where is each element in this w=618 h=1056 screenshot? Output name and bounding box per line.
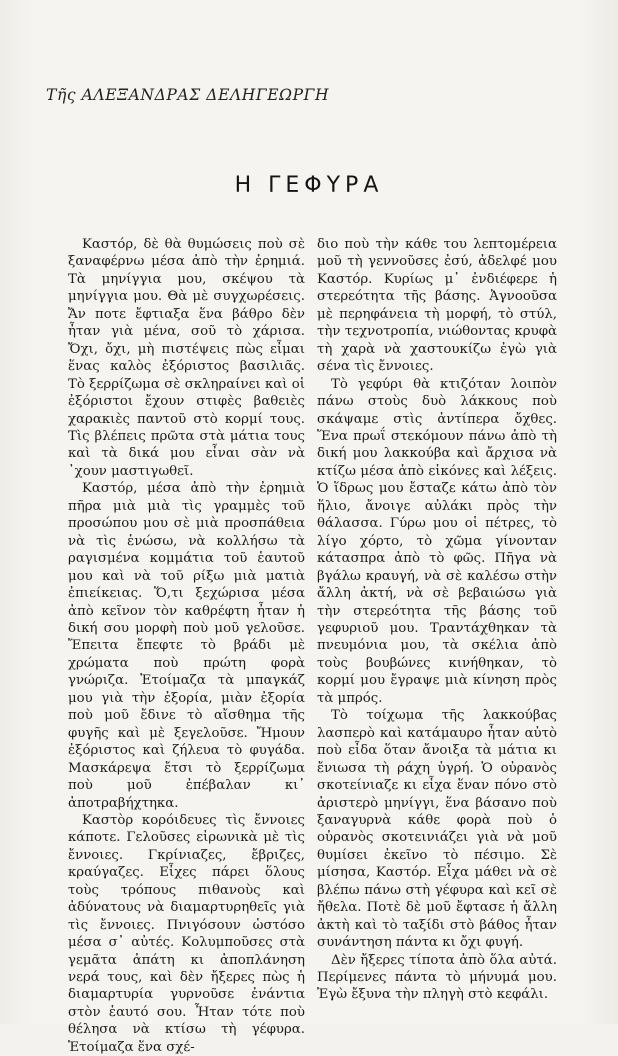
paragraph: Τὸ τοίχωμα τῆς λακκούβας λασπερὸ καὶ κατάμαυρο ἦταν αὐτὸ ποὺ εἶδα ὅταν ἄνοιξα τὰ μάτια κι ἔνιωσα τὴ ράχη ὑγρή. Ὁ οὐρανὸς σκοτείνιαζε κι εἶχα ἕναν πόνο στὸ ἀριστερὸ μηνίγγι, ἕνα βάσανο ποὺ ξαναγυρνὰ κάθε φορὰ ποὺ ὁ οὐρανὸς σκοτεινιάζει γιὰ νὰ μοῦ θυμίσει ἐκεῖνο τὸ πέσιμο. Σὲ μίσησα, Καστόρ. Εἶχα μάθει νὰ σὲ βλέπω πάνω στὴ γέφυρα καὶ κεῖ σὲ ἤθελα. Ποτὲ δὲ μοῦ ἔφτασε ἡ ἄλλη ἀκτὴ καὶ τὸ ταξίδι στὸ βάθος ἦταν συνάντηση πάντα κι ὄχι φυγή. [317, 708, 557, 951]
author-byline: Τῆς ΑΛΕΞΑΝΔΡΑΣ ΔΕΛΗΓΕΩΡΓΗ [46, 86, 330, 104]
paragraph: Τὸ γεφύρι θὰ κτιζόταν λοιπὸν πάνω στοὺς δυὸ λάκκους ποὺ σκάψαμε στὶς ἀντίπερα ὄχθες. Ἕνα πρωΐ στεκόμουν πάνω ἀπὸ τὴ δική μου λακκούβα καὶ ἄρχισα νὰ κτίζω μέσα ἀπὸ εἰκόνες καὶ λέξεις. Ὁ ἵδρως μου ἔσταζε κάτω ἀπὸ τὸν ἥλιο, ἄνοιγε αὐλάκι πρὸς τὴν θάλασσα. Γύρω μου οἱ πέτρες, τὸ λίγο χόρτο, τὸ χῶμα γίνονταν κάτασπρα ἀπὸ τὸ φῶς. Πῆγα νὰ βγάλω κραυγή, νὰ σὲ καλέσω στὴν ἄλλη ἀκτή, νὰ σὲ βεβαιώσω γιὰ τὴν στερεότητα τῆς βάσης τοῦ γεφυριοῦ μου. Τραντάχθηκαν τὰ πνευμόνια μου, τὰ σκέλια ἀπὸ τοὺς βουβώνες κινήθηκαν, τὸ κορμί μου ἔγραψε μιὰ κίνηση πρὸς τὰ μπρός. [317, 376, 557, 706]
paragraph: Καστὸρ κορόιδευες τὶς ἔννοιες κάποτε. Γελοῦσες εἰρωνικὰ μὲ τὶς ἔννοιες. Γκρίνιαζες, ἔβριζες, κραύγαζες. Εἶχες πάρει ὅλους τοὺς τρόπους πιθανοὺς καὶ ἀδύνατους νὰ διαμαρτυρηθεῖς γιὰ τὶς ἔννοιες. Πνιγόσουν ὡστόσο μέσα σ᾿ αὐτές. Κολυμποῦσες στὰ γεμᾶτα ἀπάτη κι ἀποπλάνηση νερά τους, καὶ δὲν ἤξερες πὼς ἡ διαμαρτυρία γυρνοῦσε ἐνάντια στὸν ἑαυτό σου. Ἦταν τότε ποὺ θέλησα νὰ κτίσω τὴ γέφυρα. Ἑτοίμαζα ἕνα σχέ- [68, 812, 305, 1055]
page-title: Η ΓΕΦΥΡΑ [234, 173, 384, 198]
right-text-column [317, 236, 557, 1004]
paragraph: Καστόρ, μέσα ἀπὸ τὴν ἐρημιὰ πῆρα μιὰ μιὰ τὶς γραμμὲς τοῦ προσώπου μου σὲ μιὰ προσπάθεια νὰ τὶς ἑνώσω, νὰ κολλήσω τὰ ραγισμένα κομμάτια τοῦ ἑαυτοῦ μου καὶ νὰ τοῦ ρίξω μιὰ ματιὰ ἐπιείκειας. Ὅ,τι ξεχώρισα μέσα ἀπὸ κεῖνον τὸν καθρέφτη ἦταν ἡ δική σου μορφὴ ποὺ μοῦ γελοῦσε. Ἔπειτα ἔπεφτε τὸ βράδι μὲ χρώματα ποὺ πρώτη φορὰ γνώριζα. Ἑτοίμαζα τὰ μπαγκάζ μου γιὰ τὴν ἐξορία, μιὰν ἐξορία ποὺ μοῦ ἔδινε τὸ αἴσθημα τῆς φυγῆς καὶ μὲ ξεγελοῦσε. Ἤμουν ἐξόριστος καὶ ζήλευα τὸ φυγάδα. Μασκάρεψα ἔτσι τὸ ξερρίζωμα ποὺ μοῦ ἐπέβαλαν κι᾿ ἀποτραβήχτηκα. [68, 481, 305, 811]
paragraph-continued: διο ποὺ τὴν κάθε του λεπτομέρεια μοῦ τὴ γεννοῦσες ἐσύ, ἀδελφέ μου Καστόρ. Κυρίως μ᾿ ἐνδιέφερε ἡ στερεότητα τῆς βάσης. Ἀγνοοῦσα μὲ περηφάνεια τὴ μορφή, τὸ στύλ, τὴν τεχνοτροπία, νιώθοντας κρυφὰ τὴ χαρὰ νὰ χαστουκίζω ἐγὼ γιὰ σένα τὶς ἔννοιες. [317, 237, 557, 375]
paragraph: Καστόρ, δὲ θὰ θυμώσεις ποὺ σὲ ξαναφέρνω μέσα ἀπὸ τὴν ἐρημιά. Τὰ μηνίγγια μου, σκέψου τὰ μηνίγγια μου. Θὰ μὲ συγχωρέσεις. Ἄν ποτε ἔφτιαξα ἕνα βάθρο δὲν ἦταν γιὰ μένα, σοῦ τὸ χάρισα. Ὄχι, ὄχι, μὴ πιστέψεις πὼς εἶμαι ἕνας καλὸς ἐξόριστος βασιλιᾶς. Τὸ ξερρίζωμα σὲ σκληραίνει καὶ οἱ ἐξόριστοι ἔχουν στιφὲς βαθειὲς χαρακιὲς παντοῦ στὸ κορμί τους. Τὶς βλέπεις πρῶτα στὰ μάτια τους καὶ τὰ δικά μου εἶναι σὰν νὰ ᾿χουν μαστιγωθεῖ. [68, 237, 305, 479]
left-text-column [68, 236, 305, 1056]
paragraph: Δὲν ἤξερες τίποτα ἀπὸ ὅλα αὐτά. Περίμενες πάντα τὸ μήνυμά μου. Ἐγὼ ἔξυνα τὴν πληγὴ στὸ κεφάλι. [317, 952, 557, 1003]
